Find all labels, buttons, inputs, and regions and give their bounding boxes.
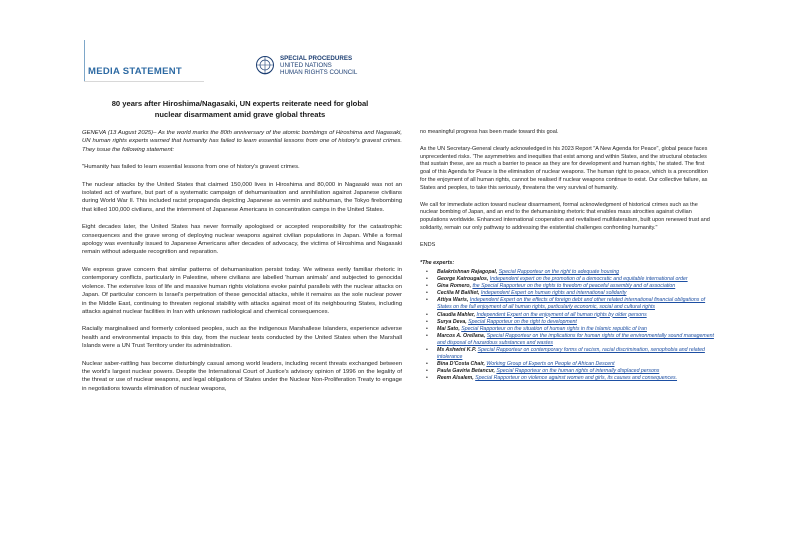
expert-role-link[interactable]: Special Rapporteur on the situation of human rights in the Islamic republic of Iran xyxy=(461,325,647,332)
experts-heading: *The experts: xyxy=(420,259,455,266)
body-paragraph: "Humanity has failed to learn essential lessons from one of history's gravest crimes. xyxy=(82,164,300,171)
body-paragraph: We call for immediate action toward nuclear disarmament, formal acknowledgment of historical crimes such as the nuclear bombing of Japan, and an end to the dehumanising rhetoric that enables mass atrocities against civilian populations worldwide. Enhanced international cooperation and revitalised multilateralism, built upon renewed trust and solidarity, remain our only pathway to addressing the existential challenges confronting humanity." xyxy=(420,201,710,231)
body-paragraph: We express grave concern that similar patterns of dehumanisation persist today. We witness eerily familiar rhetoric in contemporary conflicts, particularly in Palestine, where civilians are labelled 'human animals' and subjected to genocidal violence. The extensive loss of life and massive human rights violations evoke painful parallels with the nuclear attacks on Japan. Of particular concern is Israel's perpetration of these genocidal attacks, while it remains as the sole nuclear power in the Middle East, continuing to threaten regional stability with attacks against most of its neighbouring States, including attacks against nuclear facilities in Iran with unknown radiological and chemical consequences. xyxy=(82,266,402,315)
list-item: • Balakrishnan Rajagopal, Special Rapporteur on the right to adequate housing xyxy=(420,269,715,276)
expert-role-link[interactable]: Independent Expert on the effects of foreign debt and other related international financial obligations of States on the full enjoyment of all human rights, particularly economic, social and cultural rights xyxy=(437,297,706,311)
body-paragraph: Nuclear saber-rattling has become disturbingly casual among world leaders, including recent threats exchanged between the world's largest nuclear powers. Despite the International Court of Justice's advisory opinion of 1996 on the legality of the threat or use of nuclear weapons, and legal obligations of States under the Nuclear Non-Proliferation Treaty to engage in negotiations towards elimination of nuclear weapons, xyxy=(82,360,402,392)
right-column xyxy=(420,129,715,382)
expert-role-link[interactable]: Special Rapporteur on the human rights of internally displaced persons xyxy=(496,368,660,375)
body-paragraph: As the UN Secretary-General clearly acknowledged in his 2023 Report "A New Agenda for Peace", global peace faces unprecedented risks. 'The asymmetries and inequities that exist among and within States, and the structural obstacles that sustain these, are as much a barrier to peace as they are for development and human rights,' he stated. The first goal of this Agenda for Peace is the elimination of nuclear weapons. The human right to peace, which is a precondition for the enjoyment of all human rights, cannot be realised if nuclear weapons continue to exist. Our collective failure, as States and peoples, to take this seriously, threatens the very survival of humanity. xyxy=(420,145,708,191)
list-item: • Reem Alsalem, Special Rapporteur on violence against women and girls, its causes and consequences. xyxy=(420,375,715,382)
left-column xyxy=(82,129,402,402)
expert-role-link[interactable]: Special Rapporteur on the right to adequate housing xyxy=(498,268,619,275)
list-item: • Cecilia M Bailliet, Independent Expert on human rights and international solidarity xyxy=(420,290,715,297)
body-paragraph: Racially marginalised and formerly colonised peoples, such as the indigenous Marshallese Islanders, experience adverse health and environmental impacts to this day, from the nuclear tests conducted by the United States when the Marshall Islands were a UN Trust Territory under its administration. xyxy=(82,326,402,350)
list-item: • Attiya Waris, Independent Expert on the effects of foreign debt and other related international financial obligations of States on the full enjoyment of all human rights, particularly economic, social and cultural rights xyxy=(420,297,715,311)
list-item: • Claudia Mahler, Independent Expert on the enjoyment of all human rights by older persons xyxy=(420,312,715,319)
body-paragraph: The nuclear attacks by the United States that claimed 150,000 lives in Hiroshima and 80,000 in Nagasaki was not an isolated act of warfare, but part of a systematic campaign of dehumanisation and annihilation against Japanese civilians during World War II. This included racist propaganda depicting Japanese as vermin and subhuman, the Tokyo firebombing that killed 100,000 civilians, and the internment of Japanese Americans in concentration camps in the United States. xyxy=(82,181,402,213)
list-item: • Ms Ashwini K.P. Special Rapporteur on contemporary forms of racism, racial discrimination, xenophobia and related intolerance xyxy=(420,347,715,361)
list-item: • George Katrougalos, Independent expert on the promotion of a democratic and equitable international order xyxy=(420,276,715,283)
statement-title: 80 years after Hiroshima/Nagasaki, UN experts reiterate need for global nuclear disarmament amid grave global threats xyxy=(111,99,369,119)
header-accent-rule xyxy=(84,40,85,82)
expert-role-link[interactable]: Independent Expert on the enjoyment of all human rights by older persons xyxy=(476,311,647,318)
list-item: • Surya Deva, Special Rapporteur on the right to development xyxy=(420,319,715,326)
expert-role-link[interactable]: the Special Rapporteur on the rights to freedom of peaceful assembly and of association xyxy=(472,283,676,290)
special-procedures-label: SPECIAL PROCEDURES UNITED NATIONS HUMAN RIGHTS COUNCIL xyxy=(280,55,358,76)
ends-marker: ENDS xyxy=(420,241,436,248)
expert-role-link[interactable]: Working Group of Experts on People of African Descent xyxy=(486,361,615,368)
list-item: • Bina D'Costa Chair, Working Group of Experts on People of African Descent xyxy=(420,361,715,368)
list-item: • Marcos A. Orellana, Special Rapporteur on the implications for human rights of the environmentally sound management and disposal of hazardous substances and wastes xyxy=(420,333,715,347)
expert-role-link[interactable]: Special Rapporteur on the implications for human rights of the environmentally sound management and disposal of hazardous substances and wastes xyxy=(437,332,714,346)
expert-role-link[interactable]: Special Rapporteur on the right to development xyxy=(468,318,577,325)
expert-role-link[interactable]: Special Rapporteur on contemporary forms of racism, racial discrimination, xenophobia and related intolerance xyxy=(437,347,705,361)
header-divider xyxy=(84,81,204,82)
body-paragraph: Eight decades later, the United States has never formally apologised or accepted responsibility for the catastrophic consequences and the grave wrong of deploying nuclear weapons against civilian populations in Japan. While a formal apology was eventually issued to Japanese Americans after decades of advocacy, the victims of Hiroshima and Nagasaki remain without adequate recognition and reparation. xyxy=(82,224,402,256)
expert-role-link[interactable]: Special Rapporteur on violence against women and girls, its causes and consequences. xyxy=(475,375,678,382)
list-item: • Mai Sato, Special Rapporteur on the situation of human rights in the Islamic republic of Iran xyxy=(420,326,715,333)
expert-role-link[interactable]: Independent expert on the promotion of a democratic and equitable international order xyxy=(489,276,688,283)
list-item: • Paula Gaviria Betancur, Special Rapporteur on the human rights of internally displaced persons xyxy=(420,368,715,375)
intro-paragraph: GENEVA (13 August 2025)– As the world marks the 80th anniversary of the atomic bombings of Hiroshima and Nagasaki, UN human rights experts warned that humanity has failed to learn essential lessons from one of history's gravest crimes. They issue the following statement: xyxy=(82,130,402,153)
un-emblem-icon xyxy=(255,55,275,75)
experts-list xyxy=(420,269,715,383)
list-item: • Gina Romero, the Special Rapporteur on the rights to freedom of peaceful assembly and of association xyxy=(420,283,715,290)
media-statement-label: MEDIA STATEMENT xyxy=(88,66,183,77)
body-paragraph: no meaningful progress has been made toward this goal. xyxy=(420,129,559,135)
expert-role-link[interactable]: Independent Expert on human rights and international solidarity xyxy=(480,290,627,297)
